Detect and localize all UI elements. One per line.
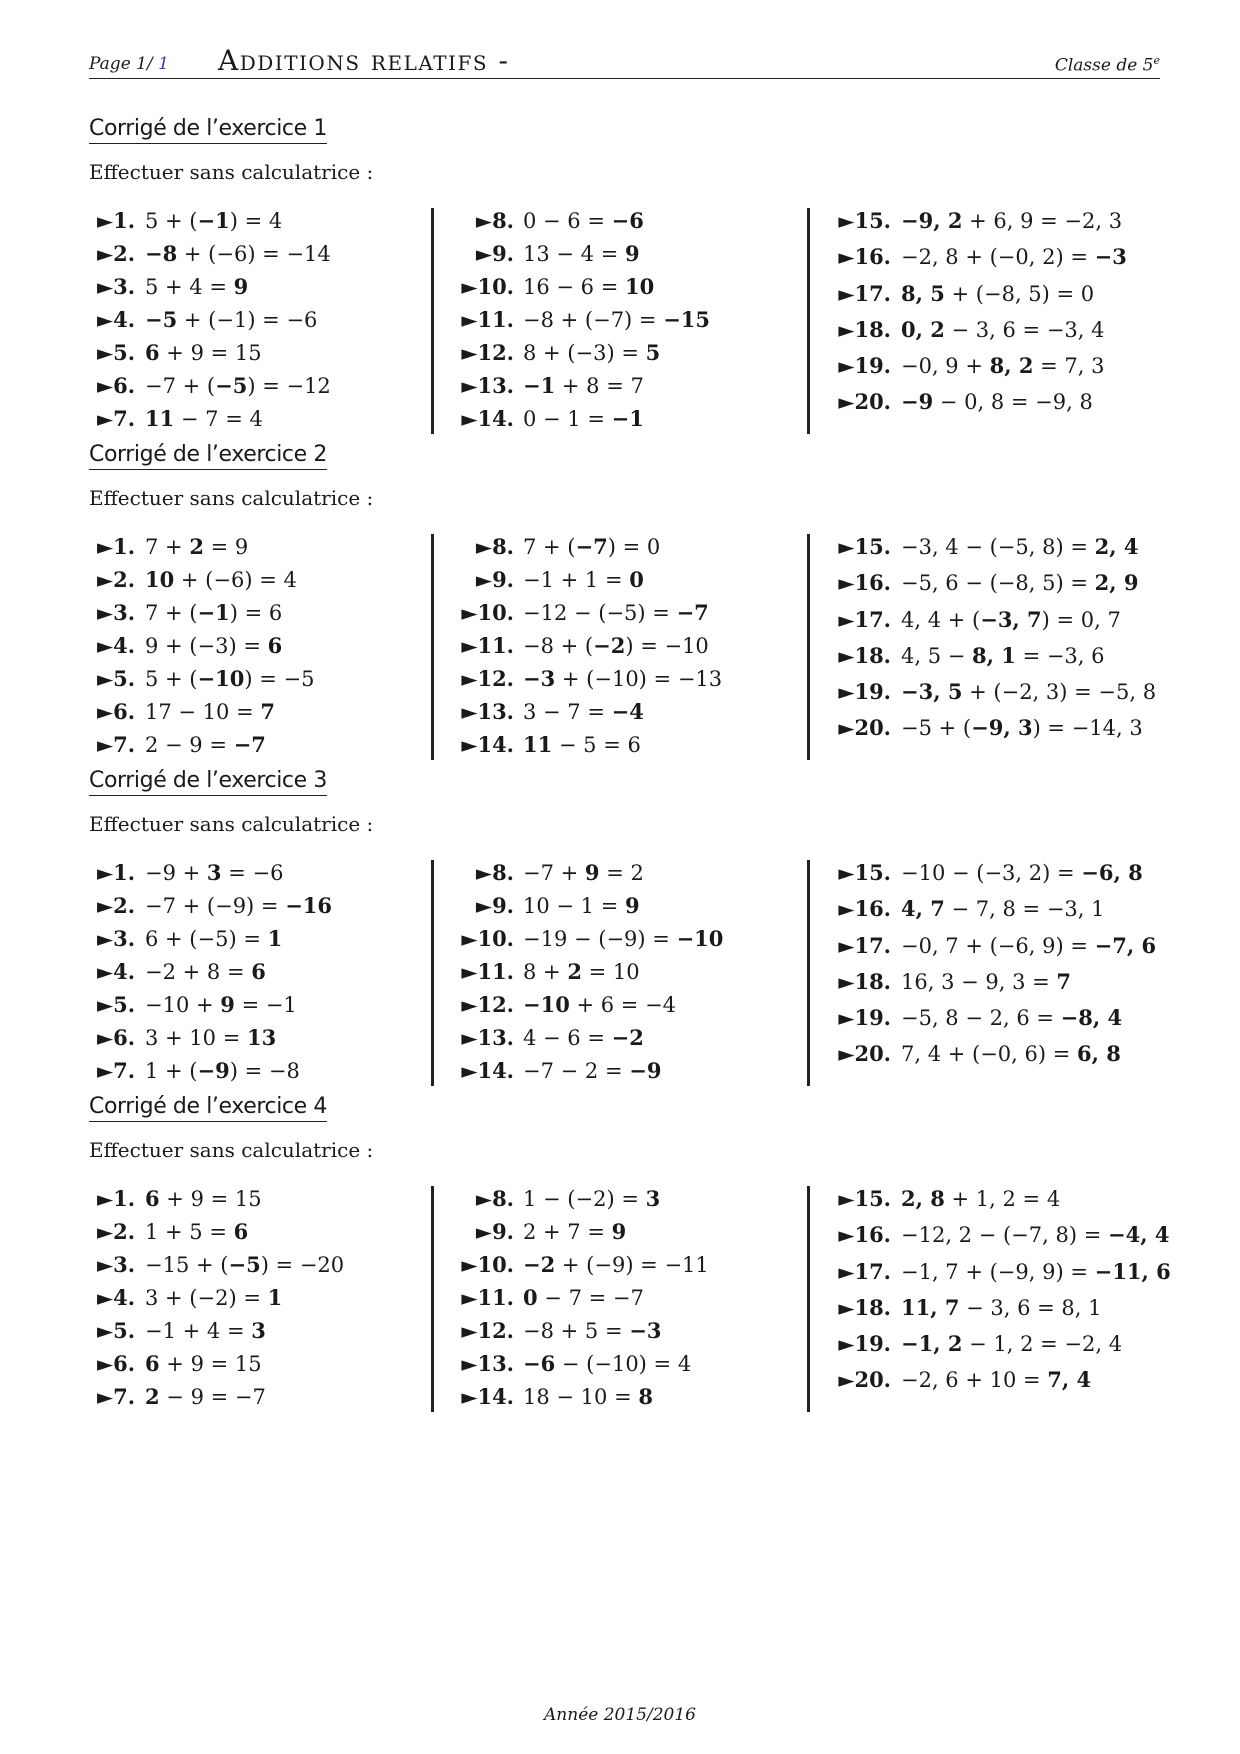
item-expression: −10 + 9 = −1 <box>145 992 297 1017</box>
item-expression: 7, 4 + (−0, 6) = 6, 8 <box>901 1041 1121 1067</box>
item-number: ►19. <box>838 679 891 705</box>
item-number: ►12. <box>461 992 514 1017</box>
answer-item <box>434 1285 804 1318</box>
answer-item <box>434 926 804 959</box>
answer-item <box>810 570 1163 606</box>
answer-item <box>89 534 429 567</box>
item-number: ►7. <box>97 732 136 757</box>
answer-item <box>434 600 804 633</box>
item-expression: −12 − (−5) = −7 <box>523 600 709 625</box>
item-number: ►12. <box>461 340 514 365</box>
item-expression: 7 + (−7) = 0 <box>523 534 661 559</box>
item-expression: 16 − 6 = 10 <box>523 274 655 299</box>
item-number: ►7. <box>97 1384 136 1409</box>
item-number: ►10. <box>461 274 514 299</box>
item-expression: −7 + (−9) = −16 <box>145 893 333 918</box>
item-number: ►17. <box>838 932 891 958</box>
item-expression: 4, 4 + (−3, 7) = 0, 7 <box>901 606 1121 632</box>
answer-item <box>89 241 429 274</box>
item-number: ►12. <box>461 1318 514 1343</box>
item-expression: 1 − (−2) = 3 <box>523 1186 661 1211</box>
item-number: ►17. <box>838 1258 891 1284</box>
answer-item <box>89 373 429 406</box>
page-prefix: Page 1/ <box>89 54 159 74</box>
instruction-text: Effectuer sans calculatrice : <box>89 160 374 184</box>
item-expression: 7 + 2 = 9 <box>145 534 249 559</box>
item-expression: 5 + 4 = 9 <box>145 274 249 299</box>
item-expression: 4, 5 − 8, 1 = −3, 6 <box>901 642 1105 668</box>
item-number: ►6. <box>97 373 136 398</box>
answer-item <box>810 208 1163 244</box>
item-number: ►10. <box>461 926 514 951</box>
answer-column <box>89 208 429 434</box>
answer-item <box>810 1295 1163 1331</box>
item-expression: −9, 2 + 6, 9 = −2, 3 <box>901 208 1123 233</box>
answer-item <box>810 389 1163 425</box>
item-number: ►18. <box>838 968 891 994</box>
item-expression: −1 + 1 = 0 <box>523 567 644 592</box>
answer-item <box>89 992 429 1025</box>
item-expression: −8 + (−2) = −10 <box>523 633 709 658</box>
item-number: ►14. <box>461 1384 514 1409</box>
page-total-link[interactable]: 1 <box>158 54 169 74</box>
answer-item <box>434 340 804 373</box>
item-expression: 11 − 5 = 6 <box>523 732 641 757</box>
item-number: ►5. <box>97 1318 136 1343</box>
answer-item <box>89 208 429 241</box>
item-number: ►19. <box>838 353 891 379</box>
item-expression: −10 + 6 = −4 <box>523 992 677 1017</box>
answer-item <box>810 715 1163 751</box>
item-expression: 0, 2 − 3, 6 = −3, 4 <box>901 316 1105 342</box>
item-expression: −12, 2 − (−7, 8) = −4, 4 <box>901 1222 1170 1248</box>
item-number: ►2. <box>97 567 136 592</box>
answer-column <box>807 534 1163 760</box>
item-expression: −3, 4 − (−5, 8) = 2, 4 <box>901 534 1139 559</box>
item-number: ►14. <box>461 1058 514 1083</box>
answer-item <box>89 959 429 992</box>
answer-item <box>89 1252 429 1285</box>
item-expression: 6 + 9 = 15 <box>145 340 262 365</box>
item-expression: −7 − 2 = −9 <box>523 1058 662 1083</box>
item-number: ►9. <box>475 241 514 266</box>
item-number: ►11. <box>461 633 514 658</box>
item-number: ►16. <box>838 896 891 922</box>
page-header <box>89 44 1160 79</box>
answer-item <box>434 1025 804 1058</box>
answer-item <box>434 1318 804 1351</box>
answer-column <box>431 208 804 434</box>
item-number: ►16. <box>838 1222 891 1248</box>
item-number: ►11. <box>461 307 514 332</box>
item-expression: −2 + 8 = 6 <box>145 959 266 984</box>
answer-item <box>434 307 804 340</box>
answer-item <box>810 969 1163 1005</box>
answer-item <box>434 893 804 926</box>
item-expression: 0 − 6 = −6 <box>523 208 644 233</box>
item-expression: 2 − 9 = −7 <box>145 1384 266 1409</box>
item-number: ►3. <box>97 1252 136 1277</box>
item-number: ►19. <box>838 1005 891 1031</box>
item-expression: 11, 7 − 3, 6 = 8, 1 <box>901 1294 1102 1320</box>
item-number: ►15. <box>838 208 891 233</box>
answer-column <box>807 208 1163 434</box>
item-number: ►11. <box>461 1285 514 1310</box>
item-expression: −2, 8 + (−0, 2) = −3 <box>901 244 1127 270</box>
item-expression: 17 − 10 = 7 <box>145 699 275 724</box>
answer-item <box>810 1186 1163 1222</box>
section-title: Corrigé de l’exercice 4 <box>89 1094 327 1122</box>
answer-item <box>434 992 804 1025</box>
answer-column <box>807 860 1163 1086</box>
answer-item <box>89 1219 429 1252</box>
answer-column <box>431 1186 804 1412</box>
item-number: ►4. <box>97 633 136 658</box>
item-number: ►14. <box>461 406 514 431</box>
item-number: ►7. <box>97 1058 136 1083</box>
item-expression: 9 + (−3) = 6 <box>145 633 283 658</box>
item-expression: 8 + 2 = 10 <box>523 959 640 984</box>
item-expression: 16, 3 − 9, 3 = 7 <box>901 968 1072 994</box>
item-number: ►2. <box>97 1219 136 1244</box>
item-number: ►3. <box>97 926 136 951</box>
answer-item <box>89 732 429 765</box>
class-text: Classe de 5 <box>1054 55 1154 76</box>
item-expression: 10 + (−6) = 4 <box>145 567 297 592</box>
item-expression: 5 + (−10) = −5 <box>145 666 315 691</box>
answer-item <box>89 1351 429 1384</box>
answer-item <box>810 244 1163 280</box>
answer-item <box>434 274 804 307</box>
answer-column <box>89 860 429 1086</box>
answer-column <box>89 534 429 760</box>
item-expression: −3, 5 + (−2, 3) = −5, 8 <box>901 679 1157 705</box>
item-number: ►1. <box>97 860 136 885</box>
answer-item <box>89 274 429 307</box>
item-number: ►3. <box>97 274 136 299</box>
item-number: ►13. <box>461 1351 514 1376</box>
item-expression: 3 + 10 = 13 <box>145 1025 277 1050</box>
answer-item <box>434 241 804 274</box>
answer-item <box>89 1384 429 1417</box>
answer-item <box>810 1222 1170 1258</box>
item-number: ►10. <box>461 1252 514 1277</box>
item-number: ►17. <box>838 606 891 632</box>
item-number: ►5. <box>97 666 136 691</box>
answer-column <box>431 534 804 760</box>
answer-item <box>810 607 1163 643</box>
item-number: ►15. <box>838 534 891 559</box>
item-number: ►14. <box>461 732 514 757</box>
page-title: Additions relatifs - <box>218 44 510 77</box>
item-expression: 13 − 4 = 9 <box>523 241 640 266</box>
class-superscript: e <box>1153 54 1160 67</box>
item-number: ►8. <box>475 1186 514 1211</box>
item-number: ►6. <box>97 699 136 724</box>
item-expression: −1 + 8 = 7 <box>523 373 644 398</box>
item-number: ►5. <box>97 992 136 1017</box>
item-number: ►13. <box>461 699 514 724</box>
item-expression: 6 + (−5) = 1 <box>145 926 283 951</box>
item-expression: −0, 7 + (−6, 9) = −7, 6 <box>901 932 1157 958</box>
answer-item <box>89 699 429 732</box>
item-expression: 3 + (−2) = 1 <box>145 1285 283 1310</box>
item-expression: 2, 8 + 1, 2 = 4 <box>901 1186 1061 1211</box>
item-expression: −8 + (−7) = −15 <box>523 307 711 332</box>
item-expression: 11 − 7 = 4 <box>145 406 263 431</box>
item-number: ►9. <box>475 567 514 592</box>
answer-item <box>89 633 429 666</box>
answer-item <box>810 1331 1163 1367</box>
section-title: Corrigé de l’exercice 3 <box>89 768 327 796</box>
answer-item <box>89 1025 429 1058</box>
item-expression: 3 − 7 = −4 <box>523 699 644 724</box>
item-expression: −1, 7 + (−9, 9) = −11, 6 <box>901 1258 1171 1284</box>
answer-item <box>434 860 804 893</box>
item-number: ►17. <box>838 280 891 306</box>
item-expression: 4 − 6 = −2 <box>523 1025 644 1050</box>
answer-item <box>434 1219 804 1252</box>
answer-item <box>434 1351 804 1384</box>
item-expression: 2 + 7 = 9 <box>523 1219 627 1244</box>
item-number: ►10. <box>461 600 514 625</box>
item-expression: 8 + (−3) = 5 <box>523 340 661 365</box>
answer-item <box>434 534 804 567</box>
answer-column <box>807 1186 1171 1412</box>
answer-item <box>810 1367 1163 1403</box>
answer-item <box>434 699 804 732</box>
answer-item <box>434 1384 804 1417</box>
answer-item <box>810 534 1163 570</box>
item-number: ►7. <box>97 406 136 431</box>
item-expression: −5 + (−1) = −6 <box>145 307 318 332</box>
section-title: Corrigé de l’exercice 2 <box>89 442 327 470</box>
answer-item <box>810 1005 1163 1041</box>
item-number: ►11. <box>461 959 514 984</box>
item-expression: −2, 6 + 10 = 7, 4 <box>901 1367 1092 1393</box>
item-expression: 8, 5 + (−8, 5) = 0 <box>901 280 1095 306</box>
answer-item <box>434 1252 804 1285</box>
item-number: ►15. <box>838 1186 891 1211</box>
instruction-text: Effectuer sans calculatrice : <box>89 486 374 510</box>
answer-item <box>810 896 1163 932</box>
item-number: ►1. <box>97 534 136 559</box>
answer-item <box>89 600 429 633</box>
answer-item <box>810 933 1163 969</box>
item-expression: −1 + 4 = 3 <box>145 1318 266 1343</box>
answer-item <box>810 317 1163 353</box>
item-expression: 6 + 9 = 15 <box>145 1186 262 1211</box>
answer-item <box>810 860 1163 896</box>
answer-item <box>434 406 804 439</box>
answer-item <box>434 1186 804 1219</box>
answer-item <box>89 567 429 600</box>
answer-item <box>89 1186 429 1219</box>
answer-item <box>89 307 429 340</box>
item-number: ►20. <box>838 389 891 415</box>
item-expression: 1 + 5 = 6 <box>145 1219 249 1244</box>
item-number: ►20. <box>838 1367 891 1393</box>
item-expression: −15 + (−5) = −20 <box>145 1252 345 1277</box>
item-number: ►9. <box>475 893 514 918</box>
item-number: ►6. <box>97 1025 136 1050</box>
item-expression: −1, 2 − 1, 2 = −2, 4 <box>901 1331 1123 1357</box>
item-expression: −8 + 5 = −3 <box>523 1318 662 1343</box>
item-expression: 18 − 10 = 8 <box>523 1384 653 1409</box>
answer-column <box>431 860 804 1086</box>
item-expression: −6 − (−10) = 4 <box>523 1351 692 1376</box>
item-number: ►9. <box>475 1219 514 1244</box>
item-number: ►12. <box>461 666 514 691</box>
item-number: ►20. <box>838 715 891 741</box>
answer-item <box>434 732 804 765</box>
answer-item <box>89 1318 429 1351</box>
item-number: ►8. <box>475 534 514 559</box>
item-expression: 0 − 1 = −1 <box>523 406 644 431</box>
item-number: ►6. <box>97 1351 136 1376</box>
answer-item <box>89 666 429 699</box>
answer-item <box>89 340 429 373</box>
item-number: ►1. <box>97 208 136 233</box>
item-expression: −5, 8 − 2, 6 = −8, 4 <box>901 1005 1123 1031</box>
item-number: ►4. <box>97 307 136 332</box>
answer-item <box>434 666 804 699</box>
item-expression: −8 + (−6) = −14 <box>145 241 331 266</box>
item-expression: −9 − 0, 8 = −9, 8 <box>901 389 1093 415</box>
item-expression: −5, 6 − (−8, 5) = 2, 9 <box>901 570 1139 596</box>
item-number: ►15. <box>838 860 891 885</box>
item-expression: 2 − 9 = −7 <box>145 732 266 757</box>
page-footer: Année 2015/2016 <box>544 1705 696 1725</box>
item-number: ►2. <box>97 241 136 266</box>
instruction-text: Effectuer sans calculatrice : <box>89 812 374 836</box>
item-number: ►16. <box>838 244 891 270</box>
item-number: ►18. <box>838 316 891 342</box>
item-expression: −5 + (−9, 3) = −14, 3 <box>901 715 1143 741</box>
item-number: ►5. <box>97 340 136 365</box>
section-title: Corrigé de l’exercice 1 <box>89 116 327 144</box>
answer-item <box>89 893 429 926</box>
answer-item <box>434 567 804 600</box>
answer-item <box>434 959 804 992</box>
item-expression: −10 − (−3, 2) = −6, 8 <box>901 860 1143 885</box>
answer-item <box>434 1058 804 1091</box>
item-expression: −9 + 3 = −6 <box>145 860 284 885</box>
item-expression: 1 + (−9) = −8 <box>145 1058 300 1083</box>
item-number: ►20. <box>838 1041 891 1067</box>
answer-item <box>89 406 429 439</box>
item-expression: 10 − 1 = 9 <box>523 893 640 918</box>
answer-item <box>89 926 429 959</box>
item-expression: 6 + 9 = 15 <box>145 1351 262 1376</box>
item-expression: 7 + (−1) = 6 <box>145 600 283 625</box>
item-expression: −2 + (−9) = −11 <box>523 1252 709 1277</box>
answer-column <box>89 1186 429 1412</box>
item-expression: −0, 9 + 8, 2 = 7, 3 <box>901 353 1105 379</box>
instruction-text: Effectuer sans calculatrice : <box>89 1138 374 1162</box>
item-number: ►8. <box>475 860 514 885</box>
item-number: ►2. <box>97 893 136 918</box>
item-number: ►4. <box>97 1285 136 1310</box>
item-expression: 0 − 7 = −7 <box>523 1285 644 1310</box>
item-number: ►13. <box>461 373 514 398</box>
answer-item <box>89 1285 429 1318</box>
answer-item <box>434 373 804 406</box>
item-number: ►4. <box>97 959 136 984</box>
item-number: ►8. <box>475 208 514 233</box>
item-number: ►1. <box>97 1186 136 1211</box>
item-number: ►19. <box>838 1331 891 1357</box>
answer-item <box>810 281 1163 317</box>
answer-item <box>810 679 1163 715</box>
item-expression: −7 + (−5) = −12 <box>145 373 331 398</box>
item-number: ►18. <box>838 1294 891 1320</box>
item-expression: −7 + 9 = 2 <box>523 860 644 885</box>
answer-item <box>89 1058 429 1091</box>
answer-item <box>89 860 429 893</box>
answer-item <box>434 208 804 241</box>
answer-item <box>810 1258 1171 1295</box>
item-number: ►3. <box>97 600 136 625</box>
page-indicator <box>89 54 169 74</box>
item-number: ►16. <box>838 570 891 596</box>
answer-item <box>810 1041 1163 1077</box>
answer-item <box>810 643 1163 679</box>
item-expression: 5 + (−1) = 4 <box>145 208 283 233</box>
class-label <box>1055 54 1160 76</box>
answer-item <box>434 633 804 666</box>
item-expression: −3 + (−10) = −13 <box>523 666 723 691</box>
item-number: ►18. <box>838 642 891 668</box>
item-expression: −19 − (−9) = −10 <box>523 926 724 951</box>
item-number: ►13. <box>461 1025 514 1050</box>
answer-item <box>810 353 1163 389</box>
item-expression: 4, 7 − 7, 8 = −3, 1 <box>901 896 1105 922</box>
